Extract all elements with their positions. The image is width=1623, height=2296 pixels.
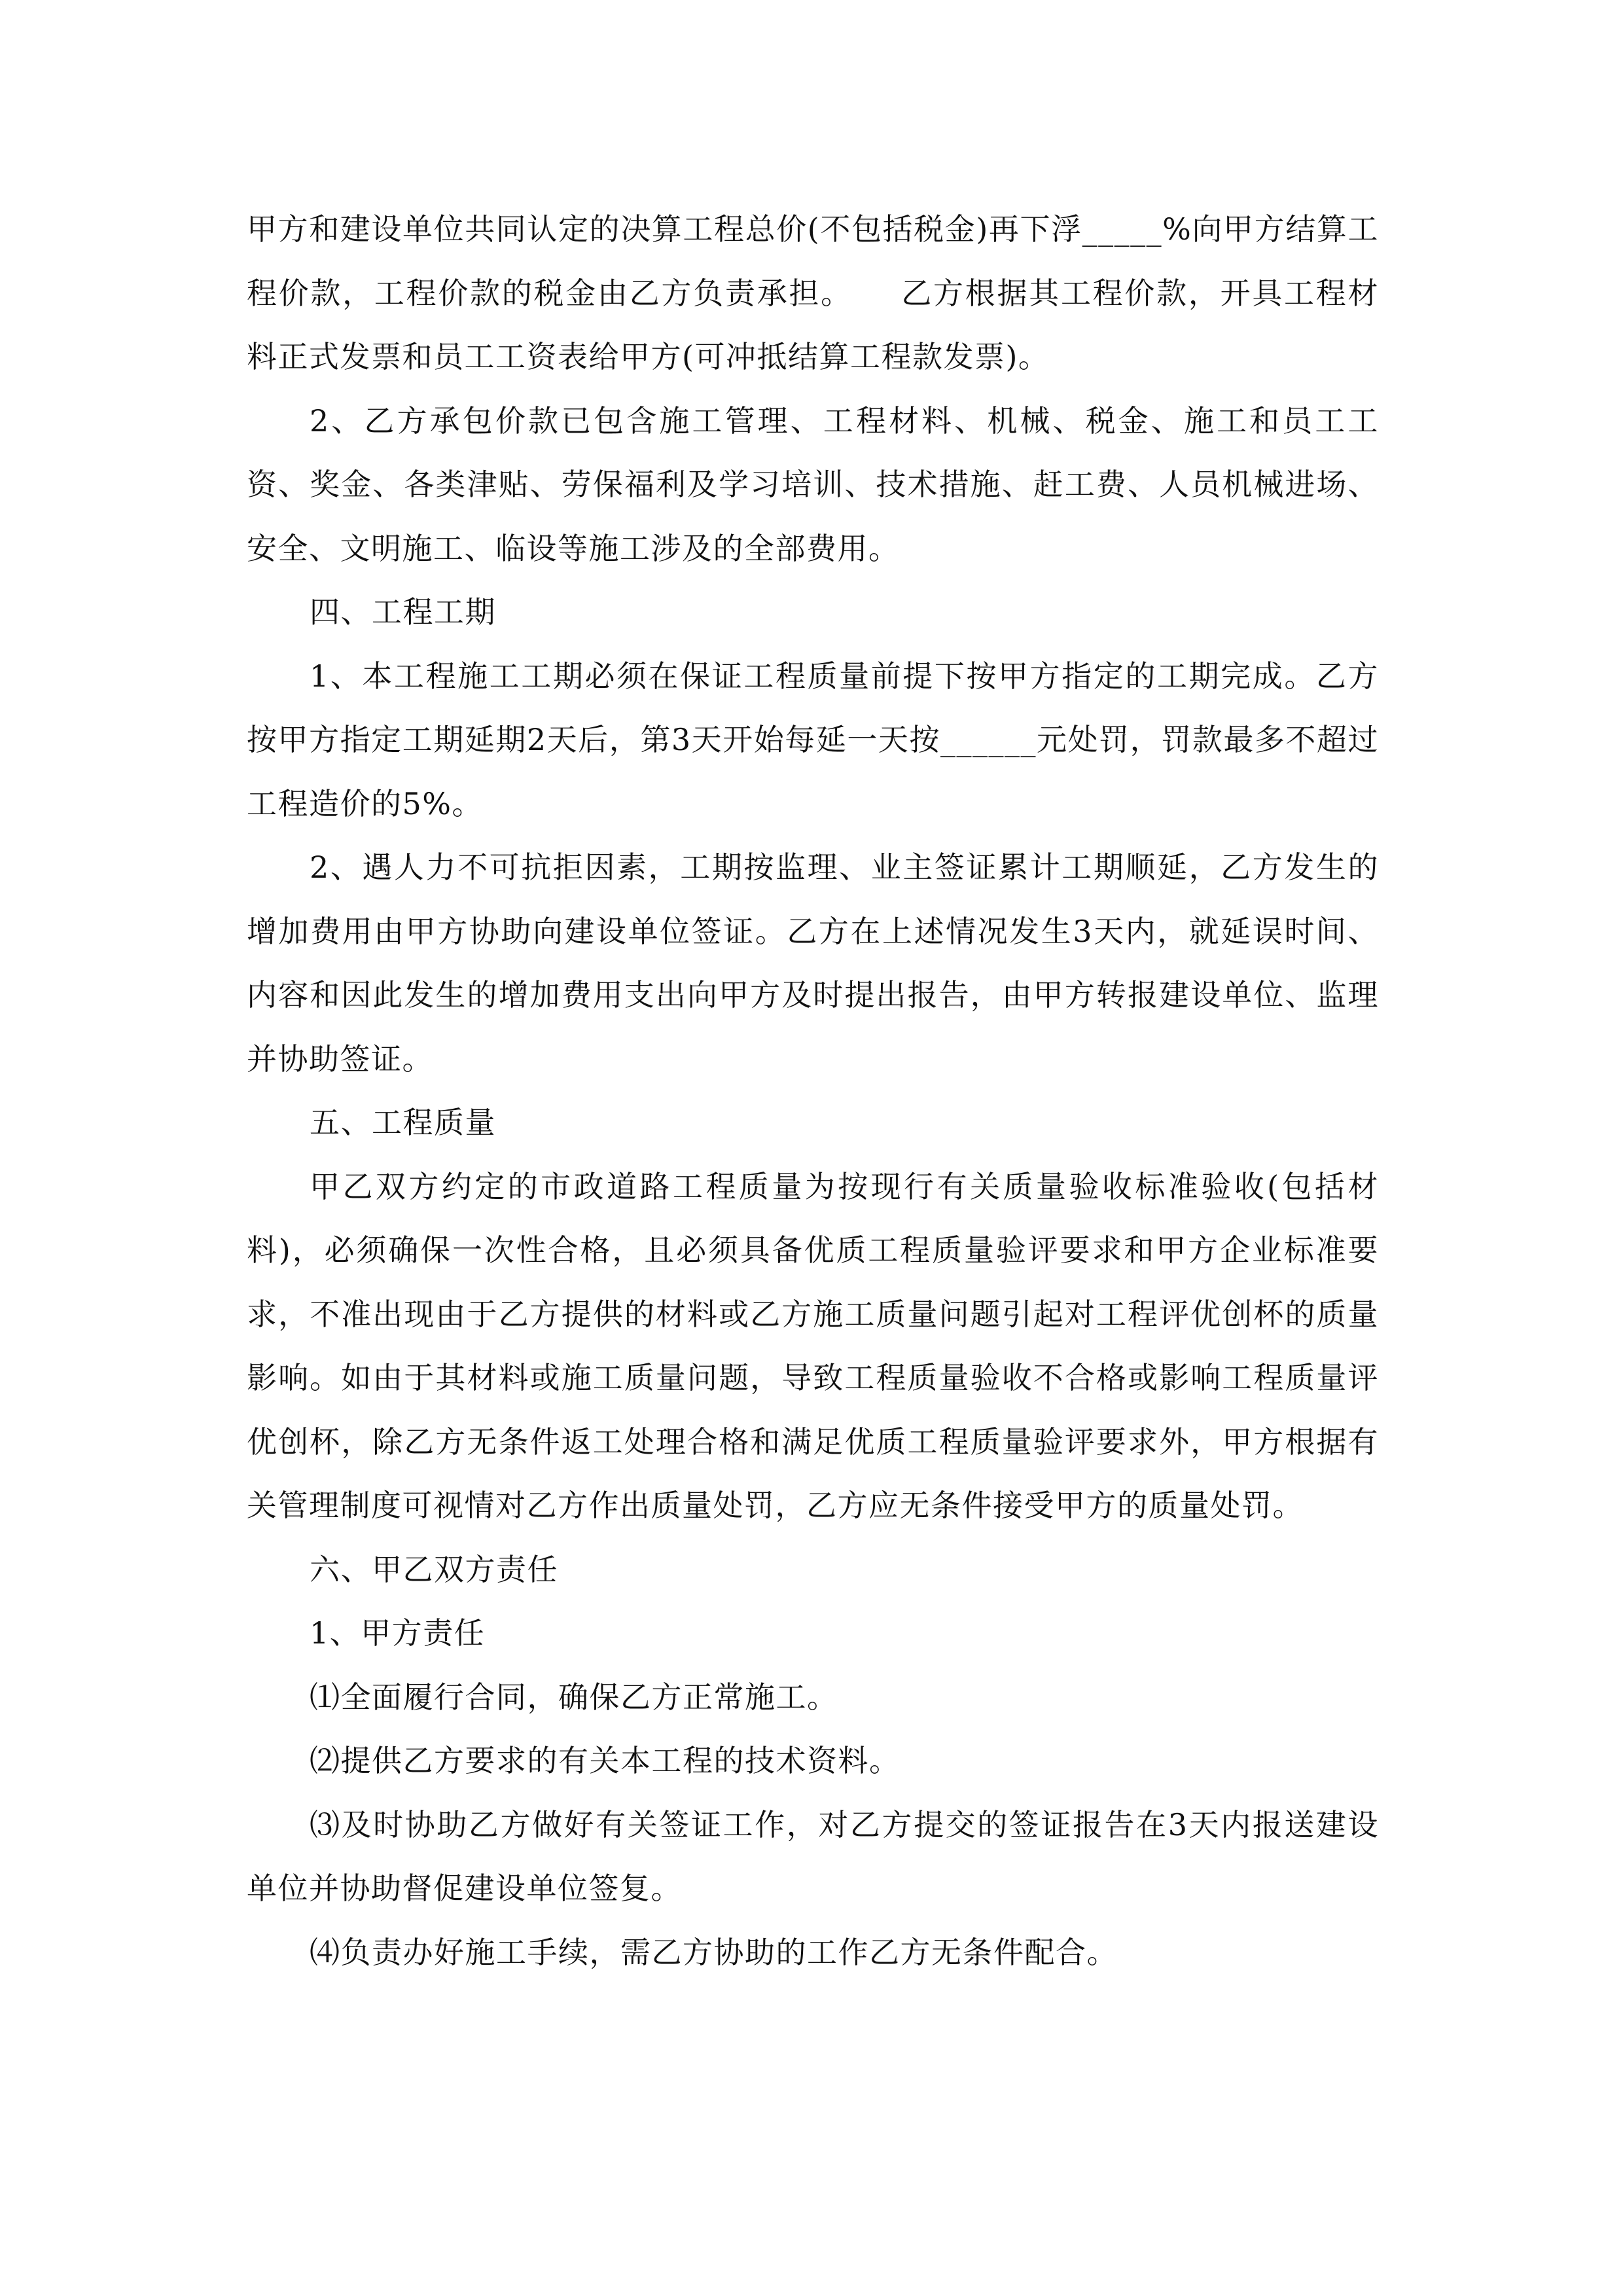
section-heading-responsibilities: 六、甲乙双方责任 xyxy=(310,1551,558,1587)
paragraph-quality-requirements: 甲乙双方约定的市政道路工程质量为按现行有关质量验收标准验收(包括材料)，必须确保一次性合格，且必须具备优质工程质量验评要求和甲方企业标准要求，不准出现由于乙方提供的材料或乙方施工质量问题引起对工程评优创杯的质量影响。如由于其材料或施工质量问题，导致工程质量验收不合格或影响工程质量评优创杯，除乙方无条件返工处理合格和满足优质工程质量验评要求外，甲方根据有关管理制度可视情对乙方作出质量处罚，乙方应无条件接受甲方的质量处罚。 xyxy=(247,1168,1379,1523)
list-item-responsibility-4: ⑷负责办好施工手续，需乙方协助的工作乙方无条件配合。 xyxy=(310,1934,1118,1970)
subheading-party-a-responsibility: 1、甲方责任 xyxy=(310,1615,486,1651)
section-heading-quality: 五、工程质量 xyxy=(310,1105,496,1140)
list-item-responsibility-2: ⑵提供乙方要求的有关本工程的技术资料。 xyxy=(310,1743,901,1778)
list-item-responsibility-3: ⑶及时协助乙方做好有关签证工作，对乙方提交的签证报告在3天内报送建设单位并协助督促建设单位签复。 xyxy=(247,1806,1379,1906)
paragraph-schedule-penalty: 1、本工程施工工期必须在保证工程质量前提下按甲方指定的工期完成。乙方按甲方指定工期延期2天后，第3天开始每延一天按______元处罚，罚款最多不超过工程造价的5%。 xyxy=(247,658,1379,821)
list-item-responsibility-1: ⑴全面履行合同，确保乙方正常施工。 xyxy=(310,1679,838,1715)
section-heading-schedule: 四、工程工期 xyxy=(310,594,496,630)
document-body xyxy=(247,198,1379,1984)
paragraph-force-majeure: 2、遇人力不可抗拒因素，工期按监理、业主签证累计工期顺延，乙方发生的增加费用由甲方协助向建设单位签证。乙方在上述情况发生3天内，就延误时间、内容和因此发生的增加费用支出向甲方及时提出报告，由甲方转报建设单位、监理并协助签证。 xyxy=(247,850,1379,1077)
paragraph-contract-price-scope: 2、乙方承包价款已包含施工管理、工程材料、机械、税金、施工和员工工资、奖金、各类津贴、劳保福利及学习培训、技术措施、赶工费、人员机械进场、安全、文明施工、临设等施工涉及的全部费用。 xyxy=(247,403,1379,566)
paragraph-settlement-price: 甲方和建设单位共同认定的决算工程总价(不包括税金)再下浮_____%向甲方结算工程价款，工程价款的税金由乙方负责承担。 乙方根据其工程价款，开具工程材料正式发票和员工工资表给甲方(可冲抵结算工程款发票)。 xyxy=(247,211,1379,374)
